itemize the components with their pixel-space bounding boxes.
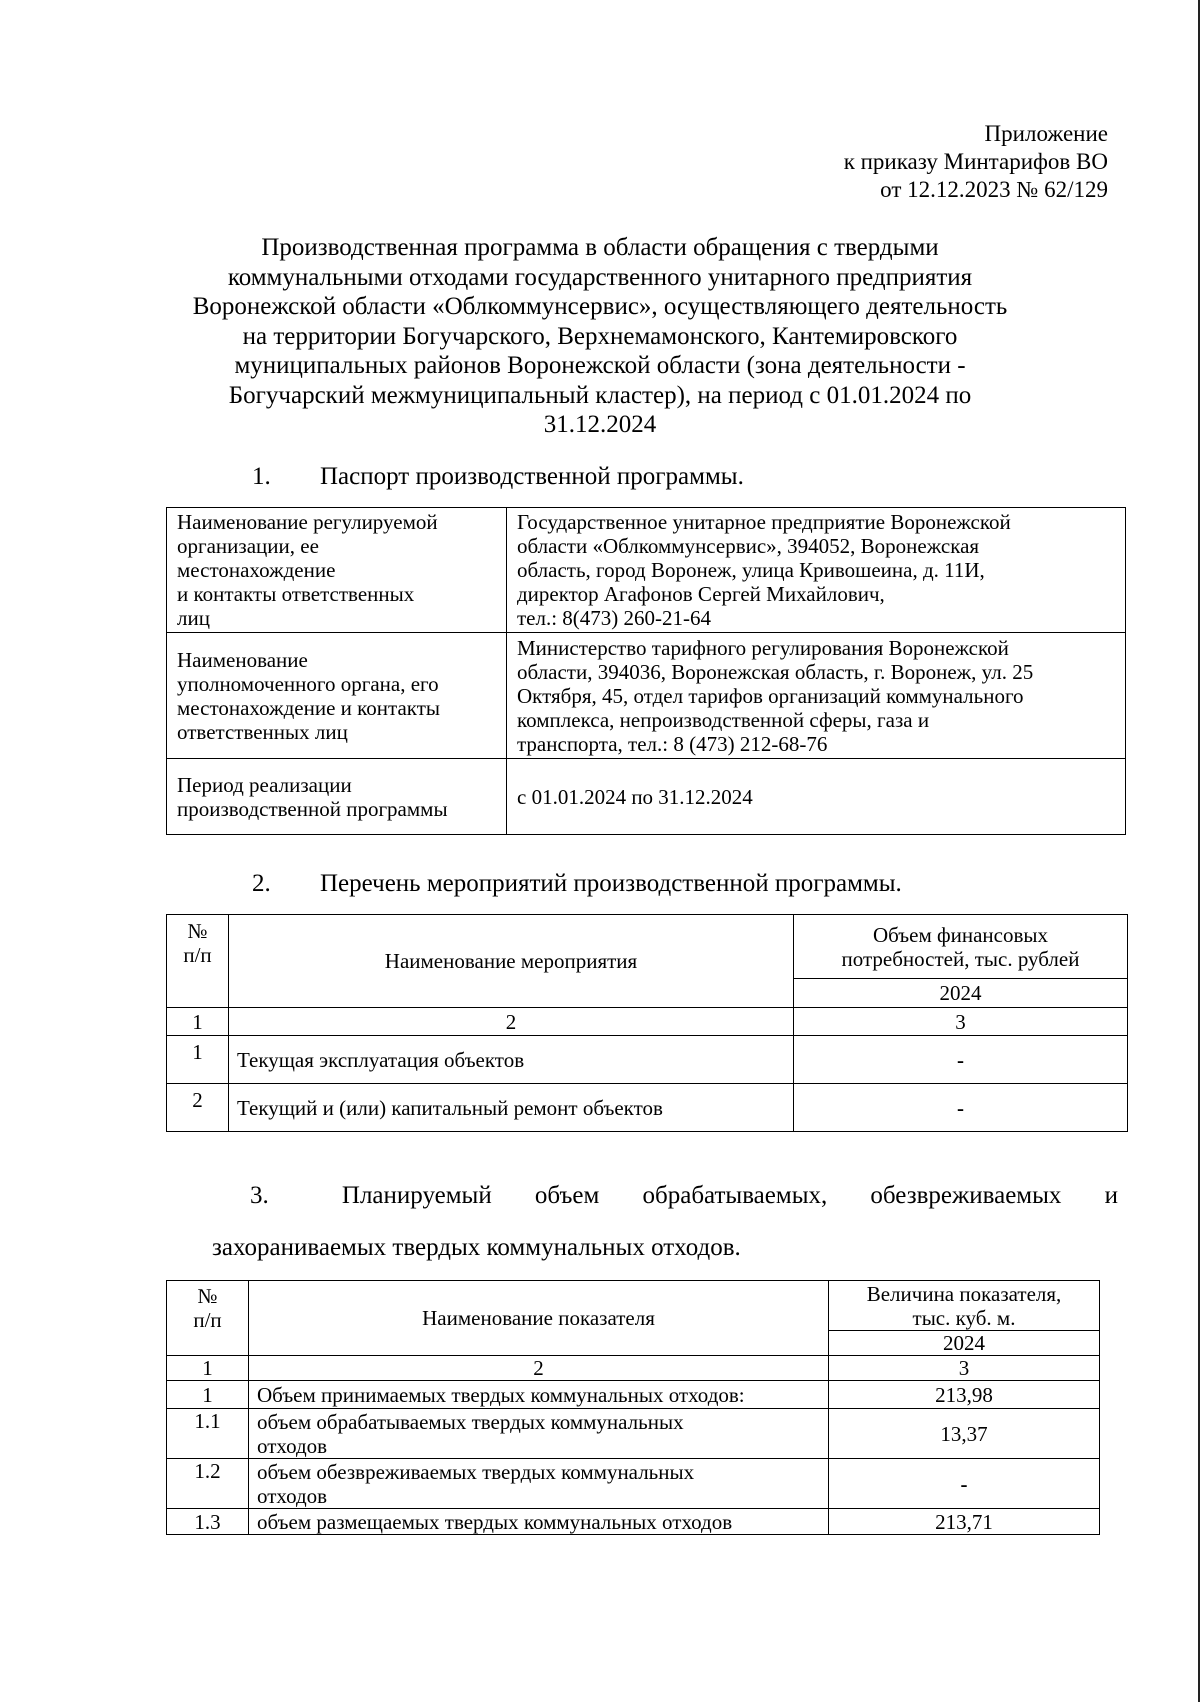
row-number: 1 bbox=[167, 1381, 249, 1409]
passport-value bbox=[507, 759, 1126, 835]
column-header-value bbox=[794, 915, 1128, 979]
passport-value bbox=[507, 508, 1126, 633]
row-name: Текущая эксплуатация объектов bbox=[229, 1036, 794, 1084]
column-header-name bbox=[229, 915, 794, 1008]
label-line: уполномоченного органа, его bbox=[177, 671, 439, 696]
index-cell: 2 bbox=[229, 1008, 794, 1036]
title-line: Производственная программа в области обращения с твердыми bbox=[261, 234, 939, 261]
heading-word: обрабатываемых, bbox=[642, 1182, 828, 1209]
label-line: местонахождение bbox=[177, 558, 336, 582]
section-2-heading bbox=[252, 869, 902, 899]
header-text: п/п bbox=[183, 943, 212, 967]
value-line: Министерство тарифного регулирования Воронежской bbox=[517, 635, 1009, 660]
header-text: № bbox=[187, 919, 208, 943]
value-line: комплекса, непроизводственной сферы, газа и bbox=[517, 707, 930, 732]
heading-word: объем bbox=[534, 1182, 600, 1209]
table-row bbox=[167, 759, 1126, 835]
label-line: производственной программы bbox=[177, 796, 448, 821]
column-header-number bbox=[167, 1281, 249, 1356]
row-name-line: объем обезвреживаемых твердых коммунальных bbox=[257, 1459, 695, 1484]
header-text: п/п bbox=[193, 1308, 222, 1332]
section-title: Перечень мероприятий производственной программы. bbox=[320, 870, 902, 897]
table-row bbox=[167, 1409, 1100, 1459]
table-index-row bbox=[167, 1356, 1100, 1381]
measures-table bbox=[166, 914, 1128, 1132]
order-reference: к приказу Минтарифов ВО bbox=[843, 149, 1108, 174]
row-number: 2 bbox=[167, 1084, 229, 1132]
label-line: организации, ее bbox=[177, 534, 319, 558]
appendix-line: Приложение bbox=[984, 121, 1108, 146]
header-text: тыс. куб. м. bbox=[912, 1305, 1016, 1330]
table-header-row bbox=[167, 1281, 1100, 1331]
table-row bbox=[167, 1381, 1100, 1409]
heading-word: обезвреживаемых bbox=[870, 1182, 1062, 1209]
value-line: области, 394036, Воронежская область, г. Воронеж, ул. 25 bbox=[517, 659, 1034, 684]
index-cell: 1 bbox=[167, 1356, 249, 1381]
row-value: - bbox=[829, 1459, 1100, 1509]
label-line: ответственных лиц bbox=[177, 719, 348, 744]
row-name-line: объем обрабатываемых твердых коммунальных bbox=[257, 1409, 684, 1434]
table-row bbox=[167, 1459, 1100, 1509]
table-index-row bbox=[167, 1008, 1128, 1036]
section-3-heading-line-1 bbox=[212, 1170, 1118, 1222]
value-line: Государственное унитарное предприятие Воронежской bbox=[517, 510, 1011, 534]
table-row bbox=[167, 1509, 1100, 1535]
passport-label bbox=[167, 759, 507, 835]
row-value: - bbox=[794, 1036, 1128, 1084]
header-text: Наименование мероприятия bbox=[384, 949, 638, 973]
index-cell: 2 bbox=[249, 1356, 829, 1381]
index-cell: 3 bbox=[829, 1356, 1100, 1381]
label-line: Период реализации bbox=[177, 772, 352, 797]
row-number: 1 bbox=[167, 1036, 229, 1084]
row-name bbox=[249, 1409, 829, 1459]
row-name-line: Объем принимаемых твердых коммунальных отходов: bbox=[257, 1382, 745, 1407]
label-line: лиц bbox=[177, 606, 210, 630]
row-value: 213,98 bbox=[829, 1381, 1100, 1409]
table-row bbox=[167, 1084, 1128, 1132]
heading-word: и bbox=[1104, 1182, 1118, 1209]
column-header-year: 2024 bbox=[794, 979, 1128, 1008]
heading-word: Планируемый bbox=[341, 1182, 492, 1209]
row-name bbox=[249, 1381, 829, 1409]
index-cell: 3 bbox=[794, 1008, 1128, 1036]
table-row bbox=[167, 633, 1126, 759]
value-line: транспорта, тел.: 8 (473) 212-68-76 bbox=[517, 731, 828, 756]
row-value: 213,71 bbox=[829, 1509, 1100, 1535]
waste-volume-table bbox=[166, 1280, 1100, 1535]
label-line: Наименование bbox=[177, 647, 308, 672]
header-text: Объем финансовых bbox=[872, 922, 1049, 947]
title-line: на территории Богучарского, Верхнемамонского, Кантемировского bbox=[242, 322, 958, 350]
section-3-heading-line-2: захораниваемых твердых коммунальных отходов. bbox=[212, 1234, 741, 1261]
appendix-header bbox=[844, 120, 1108, 204]
column-header-number bbox=[167, 915, 229, 1008]
section-number: 1. bbox=[252, 463, 271, 490]
title-line: Воронежской области «Облкоммунсервис», осуществляющего деятельность bbox=[192, 293, 1008, 320]
value-line: директор Агафонов Сергей Михайлович, bbox=[517, 582, 885, 606]
value-line: Октября, 45, отдел тарифов организаций коммунального bbox=[517, 683, 1024, 708]
row-name bbox=[249, 1459, 829, 1509]
row-value: 13,37 bbox=[829, 1409, 1100, 1459]
label-line: Наименование регулируемой bbox=[177, 510, 438, 534]
passport-label bbox=[167, 508, 507, 633]
document-title bbox=[130, 233, 1070, 440]
row-value: - bbox=[794, 1084, 1128, 1132]
column-header-value bbox=[829, 1281, 1100, 1331]
label-line: местонахождение и контакты bbox=[177, 695, 440, 720]
title-line: коммунальными отходами государственного унитарного предприятия bbox=[227, 263, 973, 291]
row-name-line: объем размещаемых твердых коммунальных отходов bbox=[257, 1509, 733, 1534]
title-line: 31.12.2024 bbox=[543, 411, 657, 438]
order-date-number: от 12.12.2023 № 62/129 bbox=[880, 177, 1108, 202]
value-line: области «Облкоммунсервис», 394052, Воронежская bbox=[517, 534, 980, 558]
index-cell: 1 bbox=[167, 1008, 229, 1036]
section-title: Паспорт производственной программы. bbox=[320, 463, 744, 490]
header-text: Наименование показателя bbox=[422, 1306, 655, 1330]
row-name-line: отходов bbox=[257, 1483, 328, 1508]
title-line: муниципальных районов Воронежской области (зона деятельности - bbox=[234, 352, 966, 379]
row-name: Текущий и (или) капитальный ремонт объектов bbox=[229, 1084, 794, 1132]
header-text: Величина показателя, bbox=[866, 1281, 1062, 1306]
column-header-name bbox=[249, 1281, 829, 1356]
row-name bbox=[249, 1509, 829, 1535]
value-line: с 01.01.2024 по 31.12.2024 bbox=[517, 784, 753, 809]
column-header-year: 2024 bbox=[829, 1331, 1100, 1356]
row-number: 1.3 bbox=[167, 1509, 249, 1535]
row-number: 1.1 bbox=[167, 1409, 249, 1459]
passport-table bbox=[166, 507, 1126, 835]
section-1-heading bbox=[252, 462, 744, 492]
title-line: Богучарский межмуниципальный кластер), на период с 01.01.2024 по bbox=[228, 381, 972, 409]
header-text: № bbox=[197, 1284, 218, 1308]
row-name-line: отходов bbox=[257, 1433, 328, 1458]
header-text: потребностей, тыс. рублей bbox=[841, 946, 1080, 971]
section-3-heading bbox=[212, 1170, 1118, 1274]
passport-label bbox=[167, 633, 507, 759]
section-number: 2. bbox=[252, 870, 271, 897]
passport-value bbox=[507, 633, 1126, 759]
label-line: и контакты ответственных bbox=[177, 582, 415, 606]
value-line: тел.: 8(473) 260-21-64 bbox=[517, 606, 712, 630]
row-number: 1.2 bbox=[167, 1459, 249, 1509]
table-row bbox=[167, 1036, 1128, 1084]
value-line: область, город Воронеж, улица Кривошеина, д. 11И, bbox=[517, 558, 985, 582]
section-number: 3. bbox=[250, 1182, 269, 1209]
table-header-row bbox=[167, 915, 1128, 979]
table-row bbox=[167, 508, 1126, 633]
